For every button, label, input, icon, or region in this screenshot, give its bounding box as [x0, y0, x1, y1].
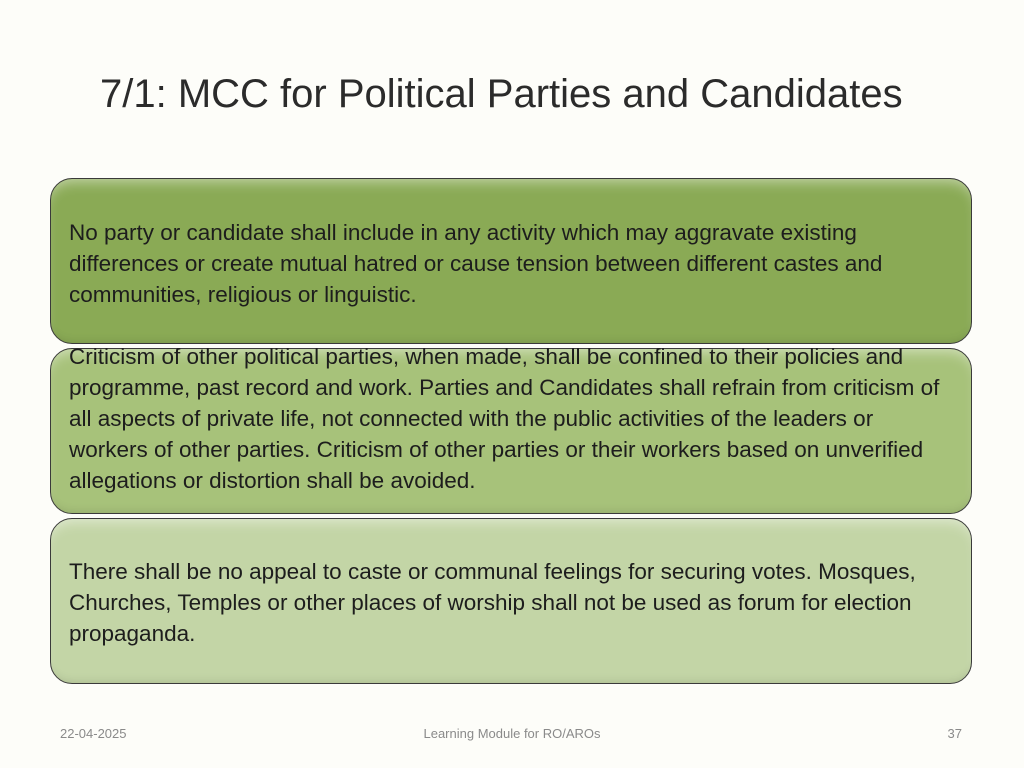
slide-title: 7/1: MCC for Political Parties and Candidates	[100, 72, 903, 116]
footer-page-number: 37	[947, 726, 962, 741]
footer-center-text: Learning Module for RO/AROs	[423, 726, 601, 741]
content-box-1-text: No party or candidate shall include in any activity which may aggravate existing differences or create mutual hatred or cause tension between different castes and communities, religious or linguistic.	[69, 220, 883, 307]
footer-date: 22-04-2025	[60, 726, 127, 741]
content-box-3-text: There shall be no appeal to caste or communal feelings for securing votes. Mosques, Churches, Temples or other places of worship shall not be used as forum for election propaganda.	[69, 559, 916, 646]
content-box-2-text: Criticism of other political parties, when made, shall be confined to their policies and programme, past record and work. Parties and Candidates shall refrain from criticism of all aspects of private life, not connected with the public activities of the leaders or workers of other parties. Criticism of other parties or their workers based on unverified allegations or distortion shall be avoided.	[69, 344, 940, 493]
content-box-1	[50, 178, 972, 344]
content-box-2	[50, 344, 972, 514]
content-box-3	[50, 518, 972, 684]
